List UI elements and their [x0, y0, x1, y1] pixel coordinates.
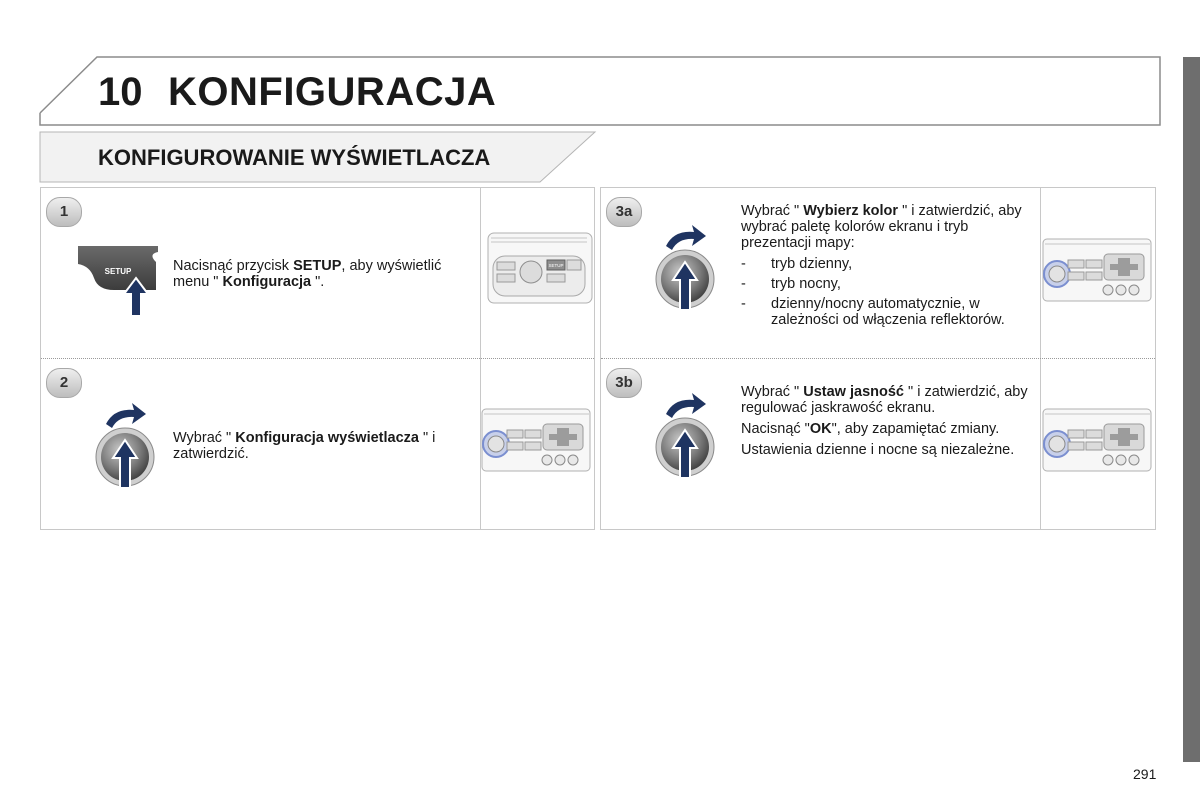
display-mode-list	[741, 256, 1033, 328]
curved-arrow-icon	[666, 225, 706, 250]
curved-arrow-icon	[666, 393, 706, 418]
radio-panel-icon-setup	[487, 232, 593, 304]
list-item: - tryb dzienny,	[741, 256, 853, 272]
setup-button-icon	[76, 244, 166, 319]
svg-text:SETUP: SETUP	[548, 263, 564, 268]
panel-right-row-divider	[601, 358, 1155, 359]
panel-left-row-divider	[41, 358, 594, 359]
setup-button-label: SETUP	[104, 267, 132, 276]
radio-panel-icon-knob	[1042, 408, 1154, 474]
curved-arrow-icon	[106, 403, 146, 428]
chapter-title: KONFIGURACJA	[168, 70, 497, 114]
step-3a-text: Wybrać " Wybierz kolor " i zatwierdzić, aby wybrać paletę kolorów ekranu i tryb prezentacji mapy: - tryb dzienny, - tryb nocny, - dzienny/nocny automatycznie, w zależności od włączenia reflektorów.	[741, 203, 1033, 332]
rotary-knob-icon	[652, 222, 722, 317]
chapter-side-tab	[1183, 57, 1200, 762]
page-number: 291	[1133, 766, 1157, 782]
step-2-text: Wybrać " Konfiguracja wyświetlacza " i zatwierdzić.	[173, 430, 436, 462]
radio-panel-icon-knob	[481, 408, 593, 474]
step-badge-3a: 3a	[606, 197, 642, 227]
radio-panel-icon-knob	[1042, 238, 1154, 304]
step-badge-1: 1	[46, 197, 82, 227]
step-badge-3b: 3b	[606, 368, 642, 398]
rotary-knob-icon	[652, 390, 722, 485]
step-1-text: Nacisnąć przycisk SETUP, aby wyświetlić menu " Konfiguracja ".	[173, 258, 442, 290]
step-3b-text: Wybrać " Ustaw jasność " i zatwierdzić, aby regulować jaskrawość ekranu. Nacisnąć "OK", aby zapamiętać zmiany. Ustawienia dzienne i nocne są niezależne.	[741, 384, 1028, 458]
rotary-knob-icon	[92, 400, 162, 495]
list-item: - tryb nocny,	[741, 276, 841, 292]
chapter-number: 10	[98, 70, 143, 114]
list-item: - dzienny/nocny automatycznie, w zależności od włączenia reflektorów.	[741, 296, 1005, 328]
step-badge-2: 2	[46, 368, 82, 398]
section-title: KONFIGUROWANIE WYŚWIETLACZA	[98, 145, 491, 170]
